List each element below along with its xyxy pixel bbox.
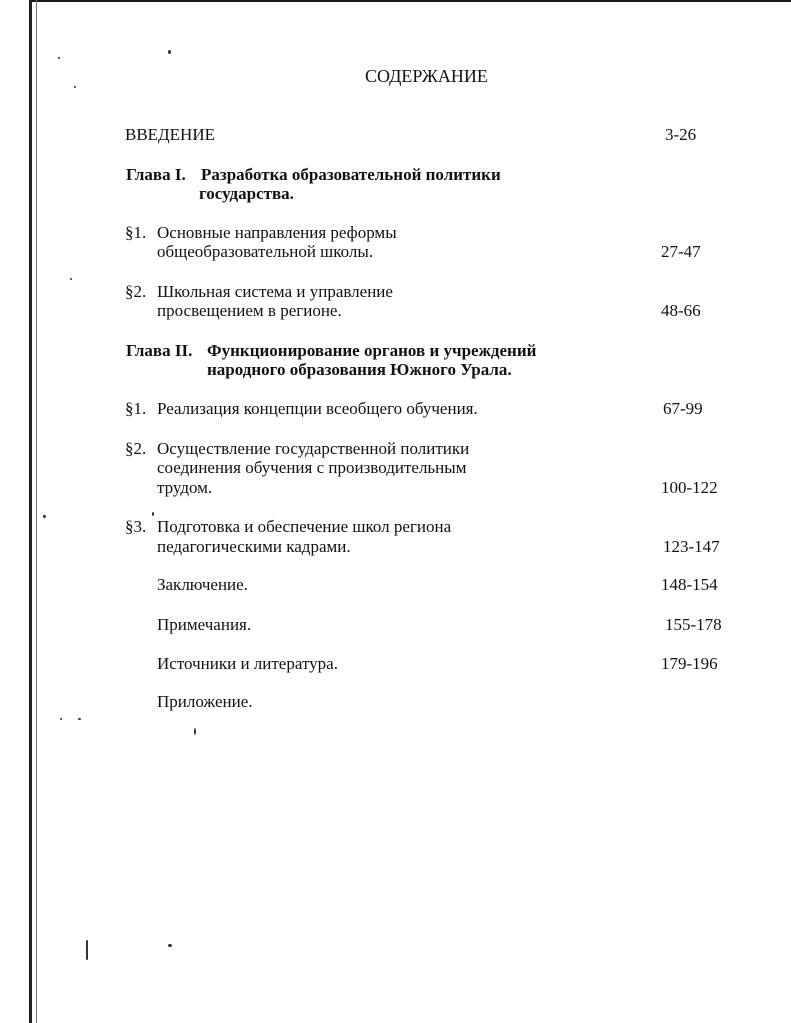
ch1-section1-num: §1. xyxy=(125,223,147,242)
scan-speck xyxy=(74,86,76,88)
sources-label: Источники и литература. xyxy=(157,654,338,673)
ch2-section2-num: §2. xyxy=(125,439,147,458)
scan-speck xyxy=(58,57,60,59)
scan-speck xyxy=(78,718,81,720)
scan-speck xyxy=(194,728,196,735)
scan-speck xyxy=(70,278,72,280)
conclusion-pages: 148-154 xyxy=(661,575,718,594)
ch1-section1-line1: Основные направления реформы xyxy=(157,223,397,242)
sources-pages: 179-196 xyxy=(661,654,718,673)
ch2-section3-num: §3. xyxy=(125,517,147,536)
chapter1-title-line1: Разработка образовательной политики xyxy=(201,165,501,184)
notes-pages: 155-178 xyxy=(665,615,722,634)
ch2-section2-pages: 100-122 xyxy=(661,478,718,497)
ch1-section1-pages: 27-47 xyxy=(661,242,701,261)
conclusion-label: Заключение. xyxy=(157,575,248,594)
ch2-section2-line1: Осуществление государственной политики xyxy=(157,439,470,458)
scan-edge-top xyxy=(30,0,791,2)
ch2-section2-line2: соединения обучения с производительным xyxy=(157,458,467,477)
chapter2-number: Глава II. xyxy=(126,341,193,360)
toc-title: СОДЕРЖАНИЕ xyxy=(365,66,488,86)
intro-pages: 3-26 xyxy=(665,125,697,144)
ch2-section2-line3: трудом. xyxy=(157,478,213,497)
chapter1-number: Глава I. xyxy=(126,165,186,184)
scan-edge-left-inner xyxy=(36,0,37,1023)
scan-edge-left xyxy=(29,0,32,1023)
ch2-section3-pages: 123-147 xyxy=(663,537,720,556)
chapter2-title-line2: народного образования Южного Урала. xyxy=(207,360,512,379)
ch2-section1-line1: Реализация концепции всеобщего обучения. xyxy=(157,399,478,418)
scan-speck xyxy=(168,50,171,54)
chapter1-title-line2: государства. xyxy=(199,184,294,203)
scan-speck xyxy=(60,718,62,720)
ch1-section2-num: §2. xyxy=(125,282,147,301)
ch1-section2-pages: 48-66 xyxy=(661,301,701,320)
ch2-section3-line1: Подготовка и обеспечение школ региона xyxy=(157,517,452,536)
ch1-section2-line2: просвещением в регионе. xyxy=(157,301,342,320)
notes-label: Примечания. xyxy=(157,615,252,634)
ch1-section2-line1: Школьная система и управление xyxy=(157,282,393,301)
ch2-section3-line2: педагогическими кадрами. xyxy=(157,537,351,556)
scan-speck xyxy=(86,940,88,960)
chapter2-title-line1: Функционирование органов и учреждений xyxy=(207,341,537,360)
ch1-section1-line2: общеобразовательной школы. xyxy=(157,242,374,261)
scan-speck xyxy=(168,944,172,947)
scan-speck xyxy=(43,515,46,518)
ch2-section1-num: §1. xyxy=(125,399,147,418)
appendix-label: Приложение. xyxy=(157,692,253,711)
intro-label: ВВЕДЕНИЕ xyxy=(125,125,215,144)
scan-speck xyxy=(152,512,154,516)
ch2-section1-pages: 67-99 xyxy=(663,399,703,418)
